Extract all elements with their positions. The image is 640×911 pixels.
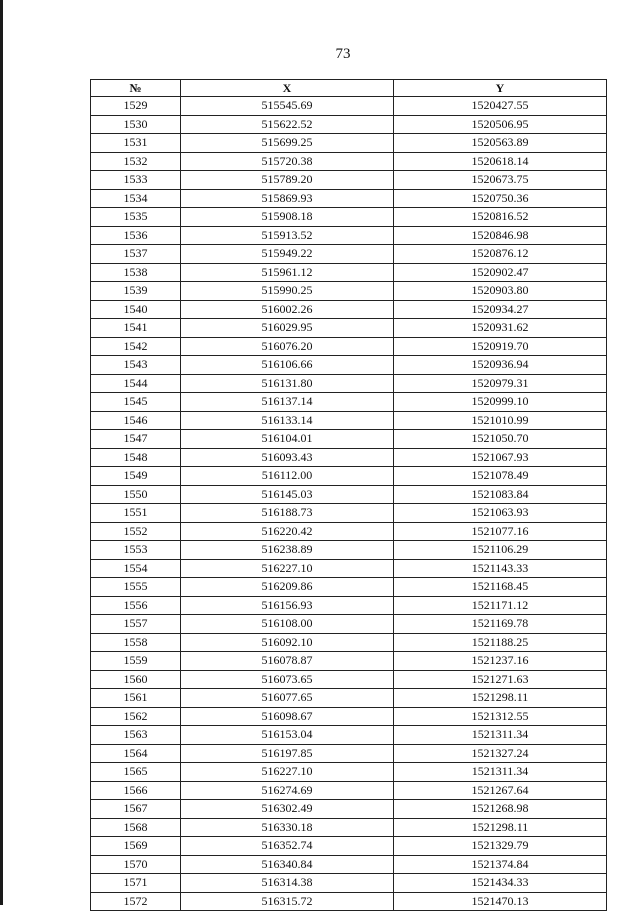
cell-number: 1542 [91, 337, 181, 356]
cell-number: 1571 [91, 874, 181, 893]
cell-number: 1534 [91, 189, 181, 208]
page-number: 73 [335, 46, 351, 62]
table-row [91, 652, 607, 671]
table-row [91, 633, 607, 652]
table-row [91, 485, 607, 504]
cell-number: 1561 [91, 689, 181, 708]
table-row [91, 189, 607, 208]
table-row [91, 245, 607, 264]
table-row [91, 430, 607, 449]
cell-y: 1520506.95 [394, 115, 607, 134]
cell-y: 1520563.89 [394, 134, 607, 153]
cell-x: 516133.14 [181, 411, 394, 430]
cell-number: 1569 [91, 837, 181, 856]
table-row [91, 134, 607, 153]
cell-y: 1521083.84 [394, 485, 607, 504]
cell-x: 516076.20 [181, 337, 394, 356]
cell-number: 1538 [91, 263, 181, 282]
table-row [91, 726, 607, 745]
cell-number: 1551 [91, 504, 181, 523]
table-row [91, 208, 607, 227]
table-row [91, 781, 607, 800]
cell-number: 1565 [91, 763, 181, 782]
table-row [91, 319, 607, 338]
table-row [91, 263, 607, 282]
cell-y: 1521374.84 [394, 855, 607, 874]
cell-y: 1521077.16 [394, 522, 607, 541]
cell-x: 516077.65 [181, 689, 394, 708]
cell-x: 516209.86 [181, 578, 394, 597]
cell-number: 1541 [91, 319, 181, 338]
cell-number: 1549 [91, 467, 181, 486]
cell-x: 516145.03 [181, 485, 394, 504]
table-row [91, 522, 607, 541]
cell-y: 1521329.79 [394, 837, 607, 856]
table-row [91, 300, 607, 319]
cell-y: 1520903.80 [394, 282, 607, 301]
cell-number: 1559 [91, 652, 181, 671]
cell-y: 1521311.34 [394, 763, 607, 782]
table-row [91, 818, 607, 837]
cell-y: 1521237.16 [394, 652, 607, 671]
table-header-row [91, 80, 607, 97]
cell-y: 1520999.10 [394, 393, 607, 412]
cell-x: 516352.74 [181, 837, 394, 856]
cell-y: 1520936.94 [394, 356, 607, 375]
cell-x: 515720.38 [181, 152, 394, 171]
cell-number: 1547 [91, 430, 181, 449]
cell-y: 1521267.64 [394, 781, 607, 800]
table-row [91, 707, 607, 726]
cell-y: 1520902.47 [394, 263, 607, 282]
cell-x: 516093.43 [181, 448, 394, 467]
column-header-number: № [91, 80, 181, 97]
cell-number: 1552 [91, 522, 181, 541]
cell-x: 515789.20 [181, 171, 394, 190]
cell-number: 1531 [91, 134, 181, 153]
cell-y: 1520979.31 [394, 374, 607, 393]
table-row [91, 800, 607, 819]
cell-y: 1521078.49 [394, 467, 607, 486]
cell-x: 516104.01 [181, 430, 394, 449]
cell-number: 1572 [91, 892, 181, 911]
cell-y: 1521327.24 [394, 744, 607, 763]
cell-x: 516108.00 [181, 615, 394, 634]
cell-y: 1520846.98 [394, 226, 607, 245]
cell-number: 1558 [91, 633, 181, 652]
cell-number: 1563 [91, 726, 181, 745]
column-header-x: X [181, 80, 394, 97]
cell-y: 1521298.11 [394, 689, 607, 708]
table-row [91, 393, 607, 412]
cell-x: 516227.10 [181, 559, 394, 578]
cell-y: 1520816.52 [394, 208, 607, 227]
cell-y: 1521168.45 [394, 578, 607, 597]
cell-x: 516197.85 [181, 744, 394, 763]
scan-edge-border [0, 0, 3, 905]
column-header-y: Y [394, 80, 607, 97]
table-row [91, 115, 607, 134]
cell-number: 1548 [91, 448, 181, 467]
cell-number: 1546 [91, 411, 181, 430]
cell-number: 1539 [91, 282, 181, 301]
table-row [91, 855, 607, 874]
cell-y: 1521470.13 [394, 892, 607, 911]
cell-x: 516220.42 [181, 522, 394, 541]
cell-y: 1521312.55 [394, 707, 607, 726]
cell-x: 515908.18 [181, 208, 394, 227]
cell-y: 1521268.98 [394, 800, 607, 819]
cell-number: 1566 [91, 781, 181, 800]
cell-y: 1521143.33 [394, 559, 607, 578]
table-row [91, 596, 607, 615]
cell-number: 1567 [91, 800, 181, 819]
cell-x: 515913.52 [181, 226, 394, 245]
cell-x: 516073.65 [181, 670, 394, 689]
cell-number: 1544 [91, 374, 181, 393]
cell-y: 1520876.12 [394, 245, 607, 264]
cell-x: 516078.87 [181, 652, 394, 671]
cell-y: 1521106.29 [394, 541, 607, 560]
cell-number: 1540 [91, 300, 181, 319]
table-row [91, 504, 607, 523]
cell-x: 516315.72 [181, 892, 394, 911]
cell-number: 1533 [91, 171, 181, 190]
cell-number: 1557 [91, 615, 181, 634]
table-row [91, 541, 607, 560]
cell-number: 1537 [91, 245, 181, 264]
cell-y: 1520931.62 [394, 319, 607, 338]
table-row [91, 874, 607, 893]
table-row [91, 559, 607, 578]
cell-number: 1545 [91, 393, 181, 412]
cell-x: 516156.93 [181, 596, 394, 615]
cell-number: 1550 [91, 485, 181, 504]
cell-number: 1535 [91, 208, 181, 227]
cell-x: 516227.10 [181, 763, 394, 782]
table-row [91, 411, 607, 430]
table-row [91, 97, 607, 116]
table-row [91, 226, 607, 245]
cell-number: 1543 [91, 356, 181, 375]
cell-x: 516340.84 [181, 855, 394, 874]
cell-x: 516002.26 [181, 300, 394, 319]
cell-y: 1520673.75 [394, 171, 607, 190]
cell-y: 1521298.11 [394, 818, 607, 837]
cell-y: 1520427.55 [394, 97, 607, 116]
cell-y: 1521063.93 [394, 504, 607, 523]
table-row [91, 892, 607, 911]
cell-number: 1560 [91, 670, 181, 689]
table-row [91, 467, 607, 486]
cell-x: 515961.12 [181, 263, 394, 282]
cell-y: 1521311.34 [394, 726, 607, 745]
table-row [91, 171, 607, 190]
table-row [91, 337, 607, 356]
cell-x: 515699.25 [181, 134, 394, 153]
table-row [91, 282, 607, 301]
cell-x: 515622.52 [181, 115, 394, 134]
cell-x: 515545.69 [181, 97, 394, 116]
cell-x: 516098.67 [181, 707, 394, 726]
cell-number: 1553 [91, 541, 181, 560]
table-row [91, 615, 607, 634]
cell-x: 515990.25 [181, 282, 394, 301]
cell-x: 516314.38 [181, 874, 394, 893]
table-row [91, 837, 607, 856]
cell-number: 1555 [91, 578, 181, 597]
cell-y: 1521169.78 [394, 615, 607, 634]
table-row [91, 689, 607, 708]
cell-y: 1520618.14 [394, 152, 607, 171]
cell-number: 1568 [91, 818, 181, 837]
cell-number: 1532 [91, 152, 181, 171]
table-row [91, 152, 607, 171]
cell-number: 1530 [91, 115, 181, 134]
table-row [91, 374, 607, 393]
cell-y: 1521067.93 [394, 448, 607, 467]
table-row [91, 763, 607, 782]
cell-x: 516188.73 [181, 504, 394, 523]
cell-y: 1520934.27 [394, 300, 607, 319]
cell-number: 1554 [91, 559, 181, 578]
table-row [91, 448, 607, 467]
cell-number: 1536 [91, 226, 181, 245]
table-row [91, 356, 607, 375]
cell-x: 515949.22 [181, 245, 394, 264]
cell-x: 516131.80 [181, 374, 394, 393]
cell-x: 516330.18 [181, 818, 394, 837]
cell-x: 516029.95 [181, 319, 394, 338]
cell-number: 1564 [91, 744, 181, 763]
table-row [91, 670, 607, 689]
cell-y: 1521050.70 [394, 430, 607, 449]
cell-y: 1521171.12 [394, 596, 607, 615]
cell-y: 1521188.25 [394, 633, 607, 652]
cell-x: 516106.66 [181, 356, 394, 375]
cell-x: 516137.14 [181, 393, 394, 412]
cell-y: 1520750.36 [394, 189, 607, 208]
cell-x: 515869.93 [181, 189, 394, 208]
cell-x: 516092.10 [181, 633, 394, 652]
cell-x: 516238.89 [181, 541, 394, 560]
table-row [91, 744, 607, 763]
cell-number: 1570 [91, 855, 181, 874]
table-row [91, 578, 607, 597]
cell-number: 1556 [91, 596, 181, 615]
cell-y: 1520919.70 [394, 337, 607, 356]
cell-x: 516302.49 [181, 800, 394, 819]
coordinates-table [90, 79, 607, 911]
cell-y: 1521434.33 [394, 874, 607, 893]
cell-x: 516153.04 [181, 726, 394, 745]
cell-number: 1529 [91, 97, 181, 116]
table-body [91, 97, 607, 911]
cell-y: 1521010.99 [394, 411, 607, 430]
cell-x: 516274.69 [181, 781, 394, 800]
cell-x: 516112.00 [181, 467, 394, 486]
cell-y: 1521271.63 [394, 670, 607, 689]
cell-number: 1562 [91, 707, 181, 726]
